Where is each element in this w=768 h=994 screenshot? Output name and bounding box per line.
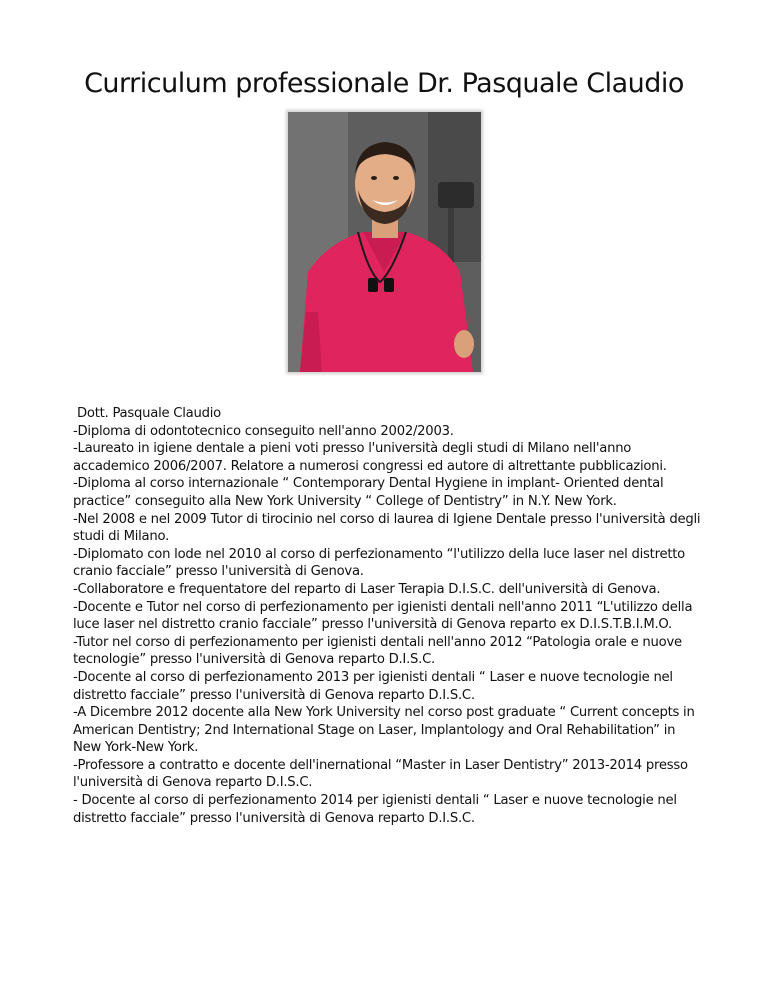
- dental-lamp: [438, 182, 474, 208]
- portrait-photo: [288, 112, 481, 372]
- cv-item: -Diploma al corso internazionale “ Contemporary Dental Hygiene in implant- Oriented dental practice” conseguito alla New York University “ College of Dentistry” in N.Y. New York.: [73, 476, 664, 509]
- cv-body: [73, 405, 703, 827]
- cv-item: -Tutor nel corso di perfezionamento per igienisti dentali nell'anno 2012 “Patologia orale e nuove tecnologie” presso l'università di Genova reparto D.I.S.C.: [73, 634, 682, 668]
- eye-left: [371, 176, 377, 180]
- page-title: Curriculum professionale Dr. Pasquale Claudio: [84, 68, 684, 99]
- loupe-right: [384, 278, 394, 292]
- cv-item: -Diplomato con lode nel 2010 al corso di perfezionamento “l'utilizzo della luce laser nel distretto cranio facciale” presso l'università di Genova.: [73, 546, 685, 580]
- cv-item: -Professore a contratto e docente dell'inernational “Master in Laser Dentistry” 2013-2014 presso l'università di Genova reparto D.I.S.C.: [73, 757, 688, 791]
- cv-item: - Docente al corso di perfezionamento 2014 per igienisti dentali “ Laser e nuove tecnologie nel distretto facciale” presso l'università di Genova reparto D.I.S.C.: [73, 793, 677, 826]
- cv-item: -Laureato in igiene dentale a pieni voti presso l'università degli studi di Milano nell'anno accademico 2006/2007. Relatore a numerosi congressi ed autore di altrettante pubblicazioni.: [73, 441, 667, 474]
- cv-item: -A Dicembre 2012 docente alla New York University nel corso post graduate “ Current concepts in American Dentistry; 2nd International Stage on Laser, Implantology and Oral Rehabilitation” in New York-New York.: [73, 705, 695, 756]
- cv-item: -Collaboratore e frequentatore del reparto di Laser Terapia D.I.S.C. dell'università di Genova.: [73, 581, 661, 597]
- portrait-image: [288, 112, 481, 372]
- cv-item: -Docente al corso di perfezionamento 2013 per igienisti dentali “ Laser e nuove tecnologie nel distretto facciale” presso l'università di Genova reparto D.I.S.C.: [73, 669, 673, 703]
- cv-item: -Docente e Tutor nel corso di perfezionamento per igienisti dentali nell'anno 2011 “L'utilizzo della luce laser nel distretto cranio facciale” presso l'università di Genova reparto ex D.I.S.T.B.I.M.O.: [73, 599, 693, 633]
- hand-right: [454, 330, 474, 358]
- cv-item: -Diploma di odontotecnico conseguito nell'anno 2002/2003.: [73, 423, 454, 439]
- eye-right: [393, 176, 399, 180]
- cv-item: -Nel 2008 e nel 2009 Tutor di tirocinio nel corso di laurea di Igiene Dentale presso l'università degli studi di Milano.: [73, 511, 701, 545]
- cv-name-line: Dott. Pasquale Claudio: [77, 406, 221, 421]
- loupe-left: [368, 278, 378, 292]
